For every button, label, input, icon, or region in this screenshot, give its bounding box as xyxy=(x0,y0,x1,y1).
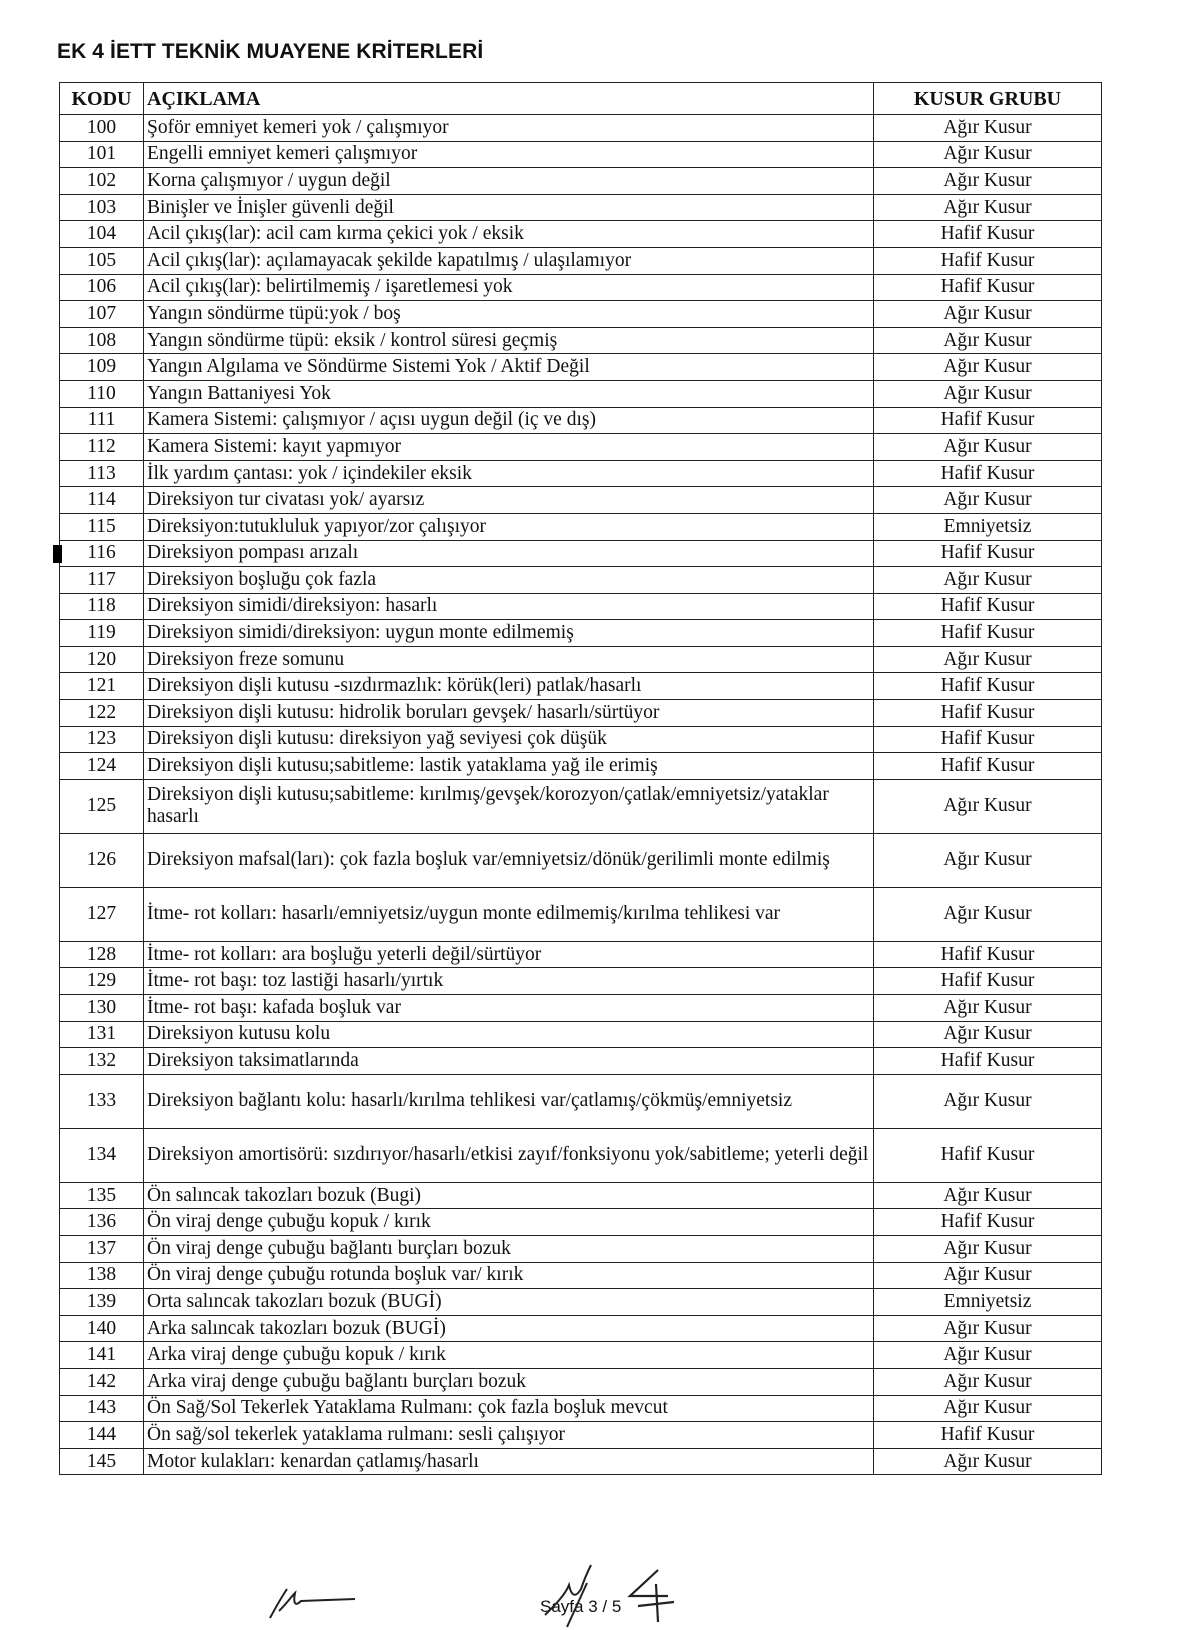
row-defect-group: Ağır Kusur xyxy=(874,327,1102,354)
row-description: Arka viraj denge çubuğu bağlantı burçları bozuk xyxy=(144,1368,874,1395)
row-description: Direksiyon taksimatlarında xyxy=(144,1048,874,1075)
row-code xyxy=(60,1021,144,1048)
row-code xyxy=(60,1182,144,1209)
row-code-text: 109 xyxy=(86,356,117,378)
row-defect-group: Ağır Kusur xyxy=(874,194,1102,221)
row-code-text: 145 xyxy=(86,1450,117,1472)
row-description: Yangın söndürme tüpü: eksik / kontrol süresi geçmiş xyxy=(144,327,874,354)
table-row xyxy=(60,115,1102,142)
row-code-text: 126 xyxy=(86,849,117,871)
row-description: Yangın Algılama ve Söndürme Sistemi Yok / Aktif Değil xyxy=(144,354,874,381)
table-row xyxy=(60,700,1102,727)
row-description: Direksiyon dişli kutusu;sabitleme: lastik yataklama yağ ile erimiş xyxy=(144,753,874,780)
document-title: EK 4 İETT TEKNİK MUAYENE KRİTERLERİ xyxy=(57,40,484,63)
table-row xyxy=(60,487,1102,514)
table-row xyxy=(60,1128,1102,1182)
table-row xyxy=(60,168,1102,195)
row-code-text: 132 xyxy=(86,1050,117,1072)
row-description: İtme- rot başı: kafada boşluk var xyxy=(144,995,874,1022)
row-code xyxy=(60,301,144,328)
row-defect-group: Hafif Kusur xyxy=(874,726,1102,753)
row-defect-group: Hafif Kusur xyxy=(874,700,1102,727)
table-row xyxy=(60,327,1102,354)
row-code-text: 114 xyxy=(87,489,116,511)
row-code xyxy=(60,779,144,833)
row-description: Engelli emniyet kemeri çalışmıyor xyxy=(144,141,874,168)
row-code-text: 116 xyxy=(87,542,116,564)
row-defect-group: Ağır Kusur xyxy=(874,887,1102,941)
table-row xyxy=(60,1021,1102,1048)
page-number: Sayfa 3 / 5 xyxy=(540,1597,622,1616)
table-row xyxy=(60,1422,1102,1449)
row-defect-group: Hafif Kusur xyxy=(874,593,1102,620)
table-row xyxy=(60,1315,1102,1342)
table-row xyxy=(60,593,1102,620)
table-row xyxy=(60,1209,1102,1236)
table-row xyxy=(60,968,1102,995)
table-row xyxy=(60,354,1102,381)
row-description: Direksiyon tur civatası yok/ ayarsız xyxy=(144,487,874,514)
row-code-text: 118 xyxy=(87,595,116,617)
row-code-text: 121 xyxy=(86,675,117,697)
row-code-text: 104 xyxy=(86,223,117,245)
row-description: Direksiyon:tutukluluk yapıyor/zor çalışıyor xyxy=(144,513,874,540)
row-code xyxy=(60,460,144,487)
row-code xyxy=(60,194,144,221)
row-code xyxy=(60,434,144,461)
row-code xyxy=(60,407,144,434)
table-row xyxy=(60,221,1102,248)
row-code xyxy=(60,1128,144,1182)
row-defect-group: Ağır Kusur xyxy=(874,301,1102,328)
row-code-text: 102 xyxy=(86,169,117,191)
row-description: İtme- rot kolları: ara boşluğu yeterli değil/sürtüyor xyxy=(144,941,874,968)
row-code xyxy=(60,941,144,968)
row-code-text: 136 xyxy=(86,1211,117,1233)
row-description: Direksiyon kutusu kolu xyxy=(144,1021,874,1048)
initials-signature-middle xyxy=(535,1555,605,1630)
row-code-text: 106 xyxy=(86,276,117,298)
row-code xyxy=(60,1074,144,1128)
row-defect-group: Ağır Kusur xyxy=(874,1315,1102,1342)
row-defect-group: Ağır Kusur xyxy=(874,1448,1102,1475)
header-code: KODU xyxy=(60,83,144,115)
row-code xyxy=(60,168,144,195)
row-defect-group: Hafif Kusur xyxy=(874,673,1102,700)
table-row xyxy=(60,567,1102,594)
row-code xyxy=(60,567,144,594)
row-code-text: 108 xyxy=(86,329,117,351)
table-row xyxy=(60,1289,1102,1316)
row-code-text: 124 xyxy=(86,755,117,777)
row-code-text: 137 xyxy=(86,1237,117,1259)
row-code-text: 125 xyxy=(86,795,117,817)
row-description: Motor kulakları: kenardan çatlamış/hasarlı xyxy=(144,1448,874,1475)
row-code xyxy=(60,1342,144,1369)
row-description: Ön viraj denge çubuğu rotunda boşluk var/ kırık xyxy=(144,1262,874,1289)
row-description: Direksiyon amortisörü: sızdırıyor/hasarlı/etkisi zayıf/fonksiyonu yok/sabitleme; yeterli değil xyxy=(144,1128,874,1182)
table-row xyxy=(60,434,1102,461)
row-code xyxy=(60,753,144,780)
row-defect-group: Ağır Kusur xyxy=(874,567,1102,594)
table-row xyxy=(60,380,1102,407)
table-row xyxy=(60,194,1102,221)
row-defect-group: Ağır Kusur xyxy=(874,779,1102,833)
row-code xyxy=(60,327,144,354)
row-defect-group: Ağır Kusur xyxy=(874,1182,1102,1209)
row-code xyxy=(60,700,144,727)
row-code-text: 101 xyxy=(86,143,117,165)
table-row xyxy=(60,247,1102,274)
row-defect-group: Hafif Kusur xyxy=(874,247,1102,274)
row-code-text: 123 xyxy=(86,728,117,750)
row-defect-group: Hafif Kusur xyxy=(874,1209,1102,1236)
row-defect-group: Ağır Kusur xyxy=(874,1236,1102,1263)
table-row xyxy=(60,540,1102,567)
row-defect-group: Hafif Kusur xyxy=(874,941,1102,968)
row-code xyxy=(60,1236,144,1263)
row-code xyxy=(60,1368,144,1395)
row-defect-group: Ağır Kusur xyxy=(874,1262,1102,1289)
row-description: Ön salıncak takozları bozuk (Bugi) xyxy=(144,1182,874,1209)
handwritten-page-mark xyxy=(618,1566,688,1626)
row-description: Ön Sağ/Sol Tekerlek Yataklama Rulmanı: çok fazla boşluk mevcut xyxy=(144,1395,874,1422)
row-code-text: 134 xyxy=(86,1144,117,1166)
row-defect-group: Hafif Kusur xyxy=(874,460,1102,487)
table-row xyxy=(60,726,1102,753)
row-description: Acil çıkış(lar): belirtilmemiş / işaretlemesi yok xyxy=(144,274,874,301)
table-row xyxy=(60,673,1102,700)
row-code xyxy=(60,995,144,1022)
row-code xyxy=(60,620,144,647)
row-code xyxy=(60,380,144,407)
row-description: Yangın söndürme tüpü:yok / boş xyxy=(144,301,874,328)
row-description: Acil çıkış(lar): açılamayacak şekilde kapatılmış / ulaşılamıyor xyxy=(144,247,874,274)
row-defect-group: Ağır Kusur xyxy=(874,1368,1102,1395)
row-code-text: 100 xyxy=(86,116,117,138)
row-code xyxy=(60,540,144,567)
row-description: Direksiyon freze somunu xyxy=(144,646,874,673)
row-code xyxy=(60,354,144,381)
row-description: Arka viraj denge çubuğu kopuk / kırık xyxy=(144,1342,874,1369)
row-description: Direksiyon dişli kutusu: hidrolik boruları gevşek/ hasarlı/sürtüyor xyxy=(144,700,874,727)
row-defect-group: Ağır Kusur xyxy=(874,168,1102,195)
table-row xyxy=(60,1368,1102,1395)
row-defect-group: Ağır Kusur xyxy=(874,646,1102,673)
row-description: Binişler ve İnişler güvenli değil xyxy=(144,194,874,221)
header-defect-group: KUSUR GRUBU xyxy=(874,83,1102,115)
table-body xyxy=(60,115,1102,1475)
row-description: Acil çıkış(lar): acil cam kırma çekici yok / eksik xyxy=(144,221,874,248)
row-defect-group: Ağır Kusur xyxy=(874,354,1102,381)
row-code-text: 142 xyxy=(86,1370,117,1392)
table-row xyxy=(60,274,1102,301)
row-defect-group: Hafif Kusur xyxy=(874,407,1102,434)
row-description: Yangın Battaniyesi Yok xyxy=(144,380,874,407)
row-code-text: 105 xyxy=(86,249,117,271)
row-defect-group: Ağır Kusur xyxy=(874,1021,1102,1048)
row-description: Direksiyon boşluğu çok fazla xyxy=(144,567,874,594)
row-code xyxy=(60,726,144,753)
table-row xyxy=(60,407,1102,434)
row-defect-group: Ağır Kusur xyxy=(874,1395,1102,1422)
row-code xyxy=(60,593,144,620)
row-code xyxy=(60,487,144,514)
table-row xyxy=(60,1182,1102,1209)
table-row xyxy=(60,1048,1102,1075)
table-row xyxy=(60,460,1102,487)
row-description: Direksiyon pompası arızalı xyxy=(144,540,874,567)
row-description: Ön viraj denge çubuğu bağlantı burçları bozuk xyxy=(144,1236,874,1263)
table-row xyxy=(60,887,1102,941)
row-description: Ön viraj denge çubuğu kopuk / kırık xyxy=(144,1209,874,1236)
row-defect-group: Hafif Kusur xyxy=(874,1128,1102,1182)
row-code xyxy=(60,968,144,995)
row-code-text: 135 xyxy=(86,1184,117,1206)
row-defect-group: Emniyetsiz xyxy=(874,513,1102,540)
row-description: Kamera Sistemi: çalışmıyor / açısı uygun değil (iç ve dış) xyxy=(144,407,874,434)
row-defect-group: Hafif Kusur xyxy=(874,221,1102,248)
table-row xyxy=(60,1395,1102,1422)
row-defect-group: Ağır Kusur xyxy=(874,995,1102,1022)
row-code-text: 115 xyxy=(87,515,116,537)
row-description: Direksiyon mafsal(ları): çok fazla boşluk var/emniyetsiz/dönük/gerilimli monte edilmiş xyxy=(144,833,874,887)
row-defect-group: Hafif Kusur xyxy=(874,274,1102,301)
table-row xyxy=(60,513,1102,540)
table-row xyxy=(60,779,1102,833)
row-description: Direksiyon simidi/direksiyon: uygun monte edilmemiş xyxy=(144,620,874,647)
row-code xyxy=(60,833,144,887)
table-row xyxy=(60,1448,1102,1475)
row-description: Arka salıncak takozları bozuk (BUGİ) xyxy=(144,1315,874,1342)
row-code xyxy=(60,221,144,248)
row-code-text: 143 xyxy=(86,1397,117,1419)
row-code-text: 107 xyxy=(86,302,117,324)
table-row xyxy=(60,1236,1102,1263)
row-code-text: 128 xyxy=(86,943,117,965)
row-description: Orta salıncak takozları bozuk (BUGİ) xyxy=(144,1289,874,1316)
row-code-text: 122 xyxy=(86,701,117,723)
row-code xyxy=(60,141,144,168)
table-row xyxy=(60,833,1102,887)
row-code-text: 139 xyxy=(86,1290,117,1312)
table-row xyxy=(60,995,1102,1022)
row-description: Şoför emniyet kemeri yok / çalışmıyor xyxy=(144,115,874,142)
row-code xyxy=(60,247,144,274)
row-defect-group: Hafif Kusur xyxy=(874,620,1102,647)
row-defect-group: Ağır Kusur xyxy=(874,434,1102,461)
row-code-text: 117 xyxy=(87,568,116,590)
row-code-text: 138 xyxy=(86,1264,117,1286)
table-row xyxy=(60,1342,1102,1369)
row-description: Direksiyon simidi/direksiyon: hasarlı xyxy=(144,593,874,620)
row-code-text: 129 xyxy=(86,970,117,992)
row-code-text: 103 xyxy=(86,196,117,218)
row-code xyxy=(60,1289,144,1316)
table-header-row xyxy=(60,83,1102,115)
row-defect-group: Hafif Kusur xyxy=(874,753,1102,780)
row-code xyxy=(60,887,144,941)
row-code xyxy=(60,1395,144,1422)
row-description: İlk yardım çantası: yok / içindekiler eksik xyxy=(144,460,874,487)
row-code-text: 141 xyxy=(86,1344,117,1366)
row-code-text: 144 xyxy=(86,1423,117,1445)
row-code xyxy=(60,115,144,142)
row-code xyxy=(60,1209,144,1236)
initials-signature-left xyxy=(265,1583,360,1623)
table-row xyxy=(60,646,1102,673)
row-defect-group: Ağır Kusur xyxy=(874,380,1102,407)
row-code-text: 111 xyxy=(87,409,116,431)
table-row xyxy=(60,1074,1102,1128)
table-row xyxy=(60,1262,1102,1289)
row-code xyxy=(60,673,144,700)
row-defect-group: Hafif Kusur xyxy=(874,1048,1102,1075)
table-row xyxy=(60,141,1102,168)
row-description: Kamera Sistemi: kayıt yapmıyor xyxy=(144,434,874,461)
row-description: Direksiyon dişli kutusu: direksiyon yağ seviyesi çok düşük xyxy=(144,726,874,753)
row-defect-group: Hafif Kusur xyxy=(874,1422,1102,1449)
row-code-text: 133 xyxy=(86,1090,117,1112)
criteria-table xyxy=(59,82,1102,1475)
row-code-text: 113 xyxy=(87,462,116,484)
row-code-text: 112 xyxy=(87,435,116,457)
row-code-text: 131 xyxy=(86,1023,117,1045)
row-defect-group: Ağır Kusur xyxy=(874,833,1102,887)
header-description: AÇIKLAMA xyxy=(144,83,874,115)
row-code-text: 119 xyxy=(87,622,116,644)
row-code-text: 127 xyxy=(86,903,117,925)
table-row xyxy=(60,753,1102,780)
row-code xyxy=(60,1448,144,1475)
row-defect-group: Ağır Kusur xyxy=(874,1074,1102,1128)
row-defect-group: Hafif Kusur xyxy=(874,540,1102,567)
row-code xyxy=(60,1315,144,1342)
row-code-text: 140 xyxy=(86,1317,117,1339)
row-code xyxy=(60,1048,144,1075)
row-code-text: 110 xyxy=(87,382,116,404)
row-code xyxy=(60,1422,144,1449)
row-defect-group: Ağır Kusur xyxy=(874,1342,1102,1369)
row-defect-group: Ağır Kusur xyxy=(874,115,1102,142)
row-description: Ön sağ/sol tekerlek yataklama rulmanı: sesli çalışıyor xyxy=(144,1422,874,1449)
row-defect-group: Ağır Kusur xyxy=(874,141,1102,168)
table-row xyxy=(60,301,1102,328)
row-description: Direksiyon bağlantı kolu: hasarlı/kırılma tehlikesi var/çatlamış/çökmüş/emniyetsiz xyxy=(144,1074,874,1128)
row-description: Korna çalışmıyor / uygun değil xyxy=(144,168,874,195)
row-description: Direksiyon dişli kutusu -sızdırmazlık: körük(leri) patlak/hasarlı xyxy=(144,673,874,700)
row-description: Direksiyon dişli kutusu;sabitleme: kırılmış/gevşek/korozyon/çatlak/emniyetsiz/yataklar hasarlı xyxy=(144,779,874,833)
row-defect-group: Emniyetsiz xyxy=(874,1289,1102,1316)
row-description: İtme- rot kolları: hasarlı/emniyetsiz/uygun monte edilmemiş/kırılma tehlikesi var xyxy=(144,887,874,941)
row-code xyxy=(60,513,144,540)
row-defect-group: Ağır Kusur xyxy=(874,487,1102,514)
row-code-text: 120 xyxy=(86,648,117,670)
row-marker xyxy=(53,545,62,563)
row-code xyxy=(60,1262,144,1289)
row-code xyxy=(60,646,144,673)
row-defect-group: Hafif Kusur xyxy=(874,968,1102,995)
table-row xyxy=(60,941,1102,968)
row-description: İtme- rot başı: toz lastiği hasarlı/yırtık xyxy=(144,968,874,995)
table-row xyxy=(60,620,1102,647)
row-code-text: 130 xyxy=(86,996,117,1018)
row-code xyxy=(60,274,144,301)
